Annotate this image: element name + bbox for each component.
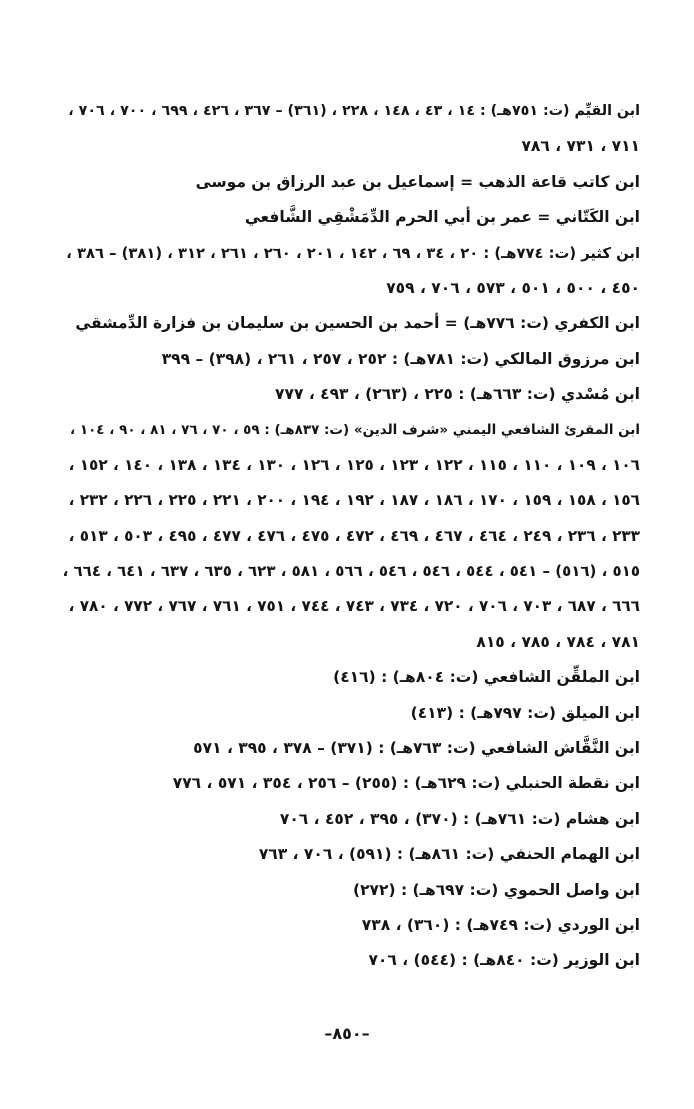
- entry-continuation-line: ٦٦٦ ، ٦٨٧ ، ٧٠٣ ، ٧٠٦ ، ٧٢٠ ، ٧٣٤ ، ٧٤٣ ، ٧٤٤ ، ٧٥١ ، ٧٦١ ، ٧٦٧ ، ٧٧٢ ، ٧٨٠ ،: [68, 597, 640, 616]
- entry-heading-line: ابن الكفري (ت: ٧٧٦هـ) = أحمد بن الحسين بن سليمان بن فزارة الدِّمشقي: [75, 314, 640, 333]
- entry-heading-line: ابن كثير (ت: ٧٧٤هـ) : ٢٠ ، ٣٤ ، ٦٩ ، ١٤٢ ، ٢٠١ ، ٢٦٠ ، ٢٦١ ، ٣١٢ ، (٣٨١) – ٣٨٦ ،: [66, 244, 640, 262]
- index-entry: [62, 413, 640, 661]
- entry-heading-line: ابن نقطة الحنبلي (ت: ٦٢٩هـ) : (٢٥٥) – ٢٥٦ ، ٣٥٤ ، ٥٧١ ، ٧٧٦: [172, 774, 640, 793]
- entry-heading-line: ابن الميلق (ت: ٧٩٧هـ) : (٤١٣): [410, 703, 640, 722]
- entry-heading-line: ابن الكَتّاني = عمر بن أبي الحرم الدِّمَشْقِي الشَّافعي: [244, 208, 640, 227]
- index-entry: [62, 377, 640, 412]
- entry-heading-line: ابن الملقِّن الشافعي (ت: ٨٠٤هـ) : (٤١٦): [333, 668, 640, 687]
- index-entry: [62, 165, 640, 200]
- entry-heading-line: ابن كاتب قاعة الذهب = إسماعيل بن عبد الرزاق بن موسى: [195, 172, 640, 191]
- entry-continuation-line: ٢٣٣ ، ٢٣٦ ، ٢٤٩ ، ٤٦٤ ، ٤٦٧ ، ٤٦٩ ، ٤٧٢ ، ٤٧٥ ، ٤٧٦ ، ٤٧٧ ، ٤٩٥ ، ٥٠٣ ، ٥١٣ ،: [68, 526, 640, 545]
- entry-heading-line: ابن النَّقَّاش الشافعي (ت: ٧٦٣هـ) : (٣٧١) – ٣٧٨ ، ٣٩٥ ، ٥٧١: [193, 739, 640, 758]
- entry-heading-line: ابن القيِّم (ت: ٧٥١هـ) : ١٤ ، ٤٣ ، ١٤٨ ، ٢٢٨ ، (٣٦١) – ٣٦٧ ، ٤٢٦ ، ٦٩٩ ، ٧٠٠ ، ٧٠٦ ،: [68, 103, 640, 119]
- index-entry: [62, 306, 640, 341]
- entry-heading-line: ابن هشام (ت: ٧٦١هـ) : (٣٧٠) ، ٣٩٥ ، ٤٥٢ ، ٧٠٦: [279, 809, 640, 828]
- entry-heading-line: ابن الوزير (ت: ٨٤٠هـ) : (٥٤٤) ، ٧٠٦: [368, 951, 640, 970]
- entry-heading-line: ابن الوردي (ت: ٧٤٩هـ) : (٣٦٠) ، ٧٣٨: [361, 915, 640, 934]
- entry-continuation-line: ٧١١ ، ٧٣١ ، ٧٨٦: [521, 137, 640, 156]
- entry-heading-line: ابن الهمام الحنفي (ت: ٨٦١هـ) : (٥٩١) ، ٧٠٦ ، ٧٦٣: [258, 845, 640, 864]
- entry-heading-line: ابن المقرئ الشافعي اليمني «شرف الدين» (ت: ٨٣٧هـ) : ٥٩ ، ٧٠ ، ٧٦ ، ٨١ ، ٩٠ ، ١٠٤ ،: [69, 421, 640, 438]
- entry-continuation-line: ١٠٦ ، ١٠٩ ، ١١٠ ، ١١٥ ، ١٢٢ ، ١٢٣ ، ١٢٥ ، ١٢٦ ، ١٣٠ ، ١٣٤ ، ١٣٨ ، ١٤٠ ، ١٥٢ ،: [68, 455, 640, 474]
- index-entry: [62, 200, 640, 235]
- index-entry: [62, 943, 640, 978]
- entry-heading-line: ابن مُسْدي (ت: ٦٦٣هـ) : ٢٢٥ ، (٢٦٣) ، ٤٩٣ ، ٧٧٧: [275, 385, 640, 404]
- index-entry: [62, 908, 640, 943]
- entry-heading-line: ابن واصل الحموي (ت: ٦٩٧هـ) : (٢٧٢): [353, 880, 640, 899]
- index-entry: [62, 731, 640, 766]
- page-number: –٨٥٠–: [324, 1024, 370, 1043]
- entry-continuation-line: ٤٥٠ ، ٥٠٠ ، ٥٠١ ، ٥٧٣ ، ٧٠٦ ، ٧٥٩: [386, 278, 640, 297]
- index-entry: [62, 236, 640, 307]
- entry-continuation-line: ١٥٦ ، ١٥٨ ، ١٥٩ ، ١٧٠ ، ١٨٦ ، ١٨٧ ، ١٩٢ ، ١٩٤ ، ٢٠٠ ، ٢٢١ ، ٢٢٥ ، ٢٢٦ ، ٢٣٢ ،: [68, 491, 640, 510]
- index-entry: [62, 342, 640, 377]
- index-entry: [62, 660, 640, 695]
- entry-heading-line: ابن مرزوق المالكي (ت: ٧٨١هـ) : ٢٥٢ ، ٢٥٧ ، ٢٦١ ، (٣٩٨) – ٣٩٩: [161, 349, 640, 368]
- entry-continuation-line: ٧٨١ ، ٧٨٤ ، ٧٨٥ ، ٨١٥: [476, 632, 640, 651]
- index-entry: [62, 94, 640, 165]
- index-entry: [62, 837, 640, 872]
- index-entry: [62, 873, 640, 908]
- index-entry: [62, 802, 640, 837]
- index-entry: [62, 696, 640, 731]
- entry-continuation-line: ٥١٥ ، (٥١٦) – ٥٤١ ، ٥٤٤ ، ٥٤٦ ، ٥٤٦ ، ٥٦٦ ، ٥٨١ ، ٦٢٣ ، ٦٣٥ ، ٦٣٧ ، ٦٤١ ، ٦٦٤ ،: [62, 562, 640, 581]
- name-index-list: [62, 94, 640, 979]
- index-entry: [62, 766, 640, 801]
